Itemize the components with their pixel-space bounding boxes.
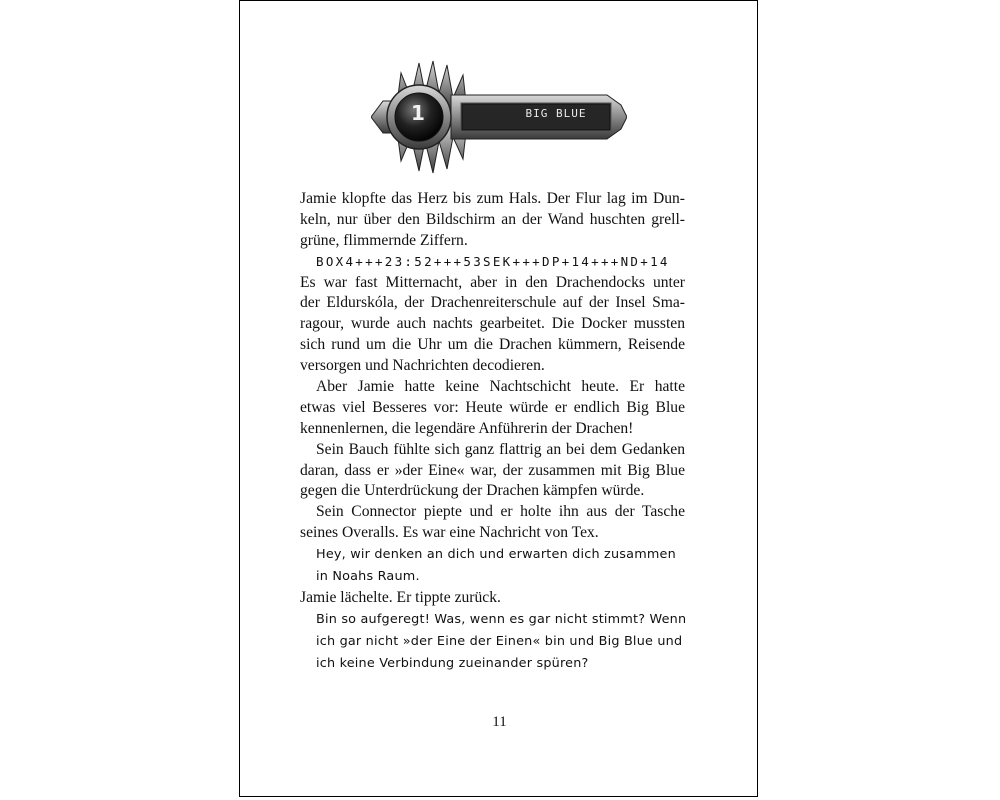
text-line: Sein Bauch fühlte sich ganz flattrig an bei dem Gedanken bbox=[316, 440, 685, 458]
text-line: der Eldurskóla, der Drachenreiterschule auf der Insel Sma- bbox=[300, 294, 685, 312]
text-line: seines Overalls. Es war eine Nachricht von Tex. bbox=[300, 524, 599, 542]
text-line: gegen die Unterdrückung der Drachen kämpfen würde. bbox=[300, 482, 645, 500]
text-line: daran, dass er »der Eine« war, der zusammen mit Big Blue bbox=[300, 461, 685, 479]
page-number: 11 bbox=[492, 714, 507, 730]
message-line: Bin so aufgeregt! Was, wenn es gar nicht stimmt? Wenn bbox=[316, 612, 687, 628]
text-line: etwas viel Besseres vor: Heute würde er endlich Big Blue bbox=[300, 398, 685, 416]
text-line: sich rund um die Uhr um die Drachen kümmern, Reisende bbox=[300, 336, 685, 354]
text-line: versorgen und Nachrichten decodieren. bbox=[300, 357, 545, 375]
text-line: grüne, flimmernde Ziffern. bbox=[300, 231, 468, 249]
message-line: ich keine Verbindung zueinander spüren? bbox=[316, 656, 589, 672]
text-line: Jamie klopfte das Herz bis zum Hals. Der Flur lag im Dun- bbox=[300, 190, 685, 207]
chapter-number: 1 bbox=[411, 101, 425, 125]
text-line: Es war fast Mitternacht, aber in den Drachendocks unter bbox=[300, 273, 685, 291]
message-line: in Noahs Raum. bbox=[316, 569, 420, 585]
chapter-title: BIG BLUE bbox=[525, 107, 587, 120]
body-text bbox=[300, 189, 685, 675]
text-line: kennenlernen, die legendäre Anführerin der Drachen! bbox=[300, 419, 634, 437]
text-line: Aber Jamie hatte keine Nachtschicht heute. Er hatte bbox=[316, 378, 685, 396]
book-page bbox=[239, 0, 758, 797]
screen-code: BOX4+++23:52+++53SEK+++DP+14+++ND+14 bbox=[316, 253, 670, 269]
chapter-banner bbox=[371, 53, 627, 181]
text-line: keln, nur über den Bildschirm an der Wand huschten grell- bbox=[300, 210, 685, 228]
message-line: Hey, wir denken an dich und erwarten dich zusammen bbox=[316, 547, 676, 563]
text-line: Sein Connector piepte und er holte ihn aus der Tasche bbox=[316, 503, 685, 521]
message-line: ich gar nicht »der Eine der Einen« bin und Big Blue und bbox=[316, 634, 683, 650]
text-line: Jamie lächelte. Er tippte zurück. bbox=[300, 589, 501, 607]
text-line: ragour, wurde auch nachts gearbeitet. Die Docker mussten bbox=[300, 315, 685, 333]
